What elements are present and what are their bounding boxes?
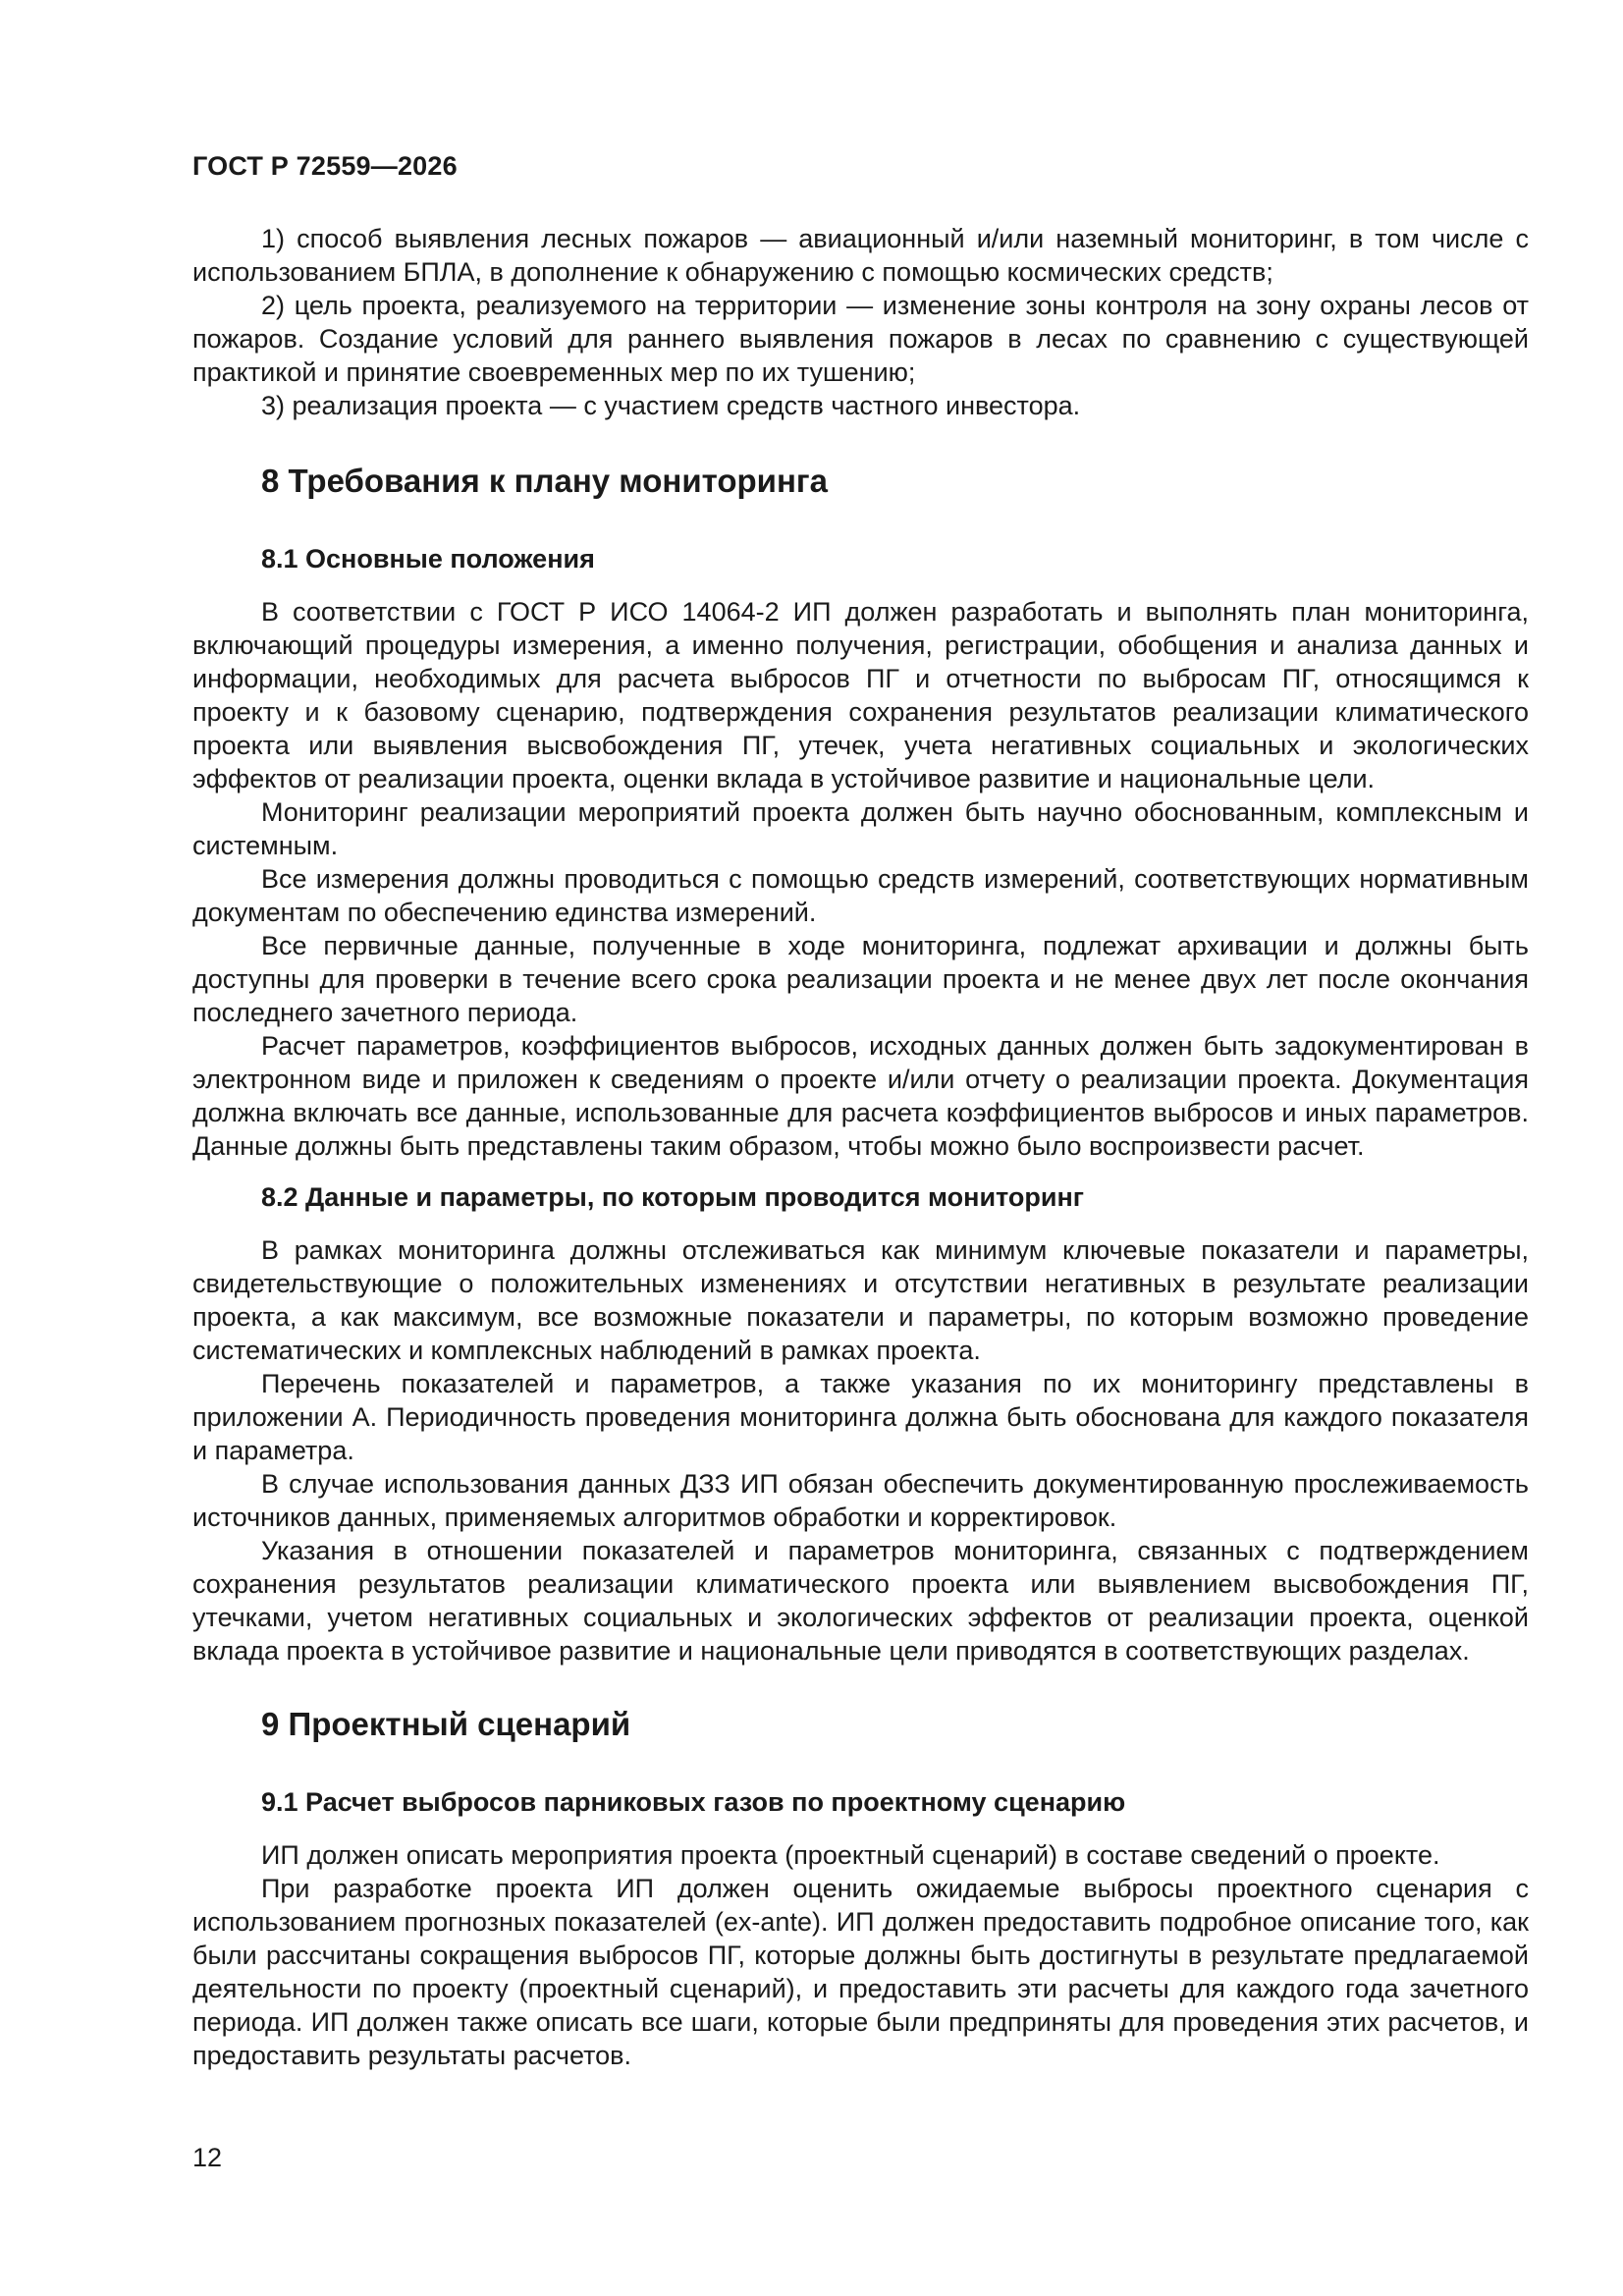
page-content (192, 222, 1529, 2072)
page-number: 12 (192, 2143, 223, 2172)
list-item: 2) цель проекта, реализуемого на территории — изменение зоны контроля на зону охраны лесов от пожаров. Создание условий для раннего выявления пожаров в лесах по сравнению с существующей практикой и принятие своевременных мер по их тушению; (192, 291, 1529, 387)
paragraph: Все первичные данные, полученные в ходе мониторинга, подлежат архивации и должны быть доступны для проверки в течение всего срока реализации проекта и не менее двух лет после окончания последнего зачетного периода. (192, 931, 1529, 1027)
section-8-2-heading: 8.2 Данные и параметры, по которым проводится мониторинг (261, 1182, 1085, 1212)
paragraph: Расчет параметров, коэффициентов выбросов, исходных данных должен быть задокументирован в электронном виде и приложен к сведениям о проекте и/или отчету о реализации проекта. Документация должна включать все данные, использованные для расчета коэффициентов выбросов и иных параметров. Данные должны быть представлены таким образом, чтобы можно было воспроизвести расчет. (192, 1031, 1529, 1161)
paragraph: ИП должен описать мероприятия проекта (проектный сценарий) в составе сведений о проекте. (261, 1840, 1440, 1870)
list-item: 3) реализация проекта — с участием средств частного инвестора. (261, 391, 1081, 420)
criteria-list (192, 222, 1529, 422)
document-page (192, 0, 1529, 2296)
paragraph: В рамках мониторинга должны отслеживаться как минимум ключевые показатели и параметры, свидетельствующие о положительных изменениях и отсутствии негативных в результате реализации проекта, а как максимум, все возможные показатели и параметры, по которым возможно проведение систематических и комплексных наблюдений в рамках проекта. (192, 1235, 1529, 1365)
paragraph: Мониторинг реализации мероприятий проекта должен быть научно обоснованным, комплексным и системным. (192, 797, 1529, 860)
paragraph: Все измерения должны проводиться с помощью средств измерений, соответствующих нормативным документам по обеспечению единства измерений. (192, 864, 1529, 927)
paragraph: Перечень показателей и параметров, а также указания по их мониторингу представлены в приложении А. Периодичность проведения мониторинга должна быть обоснована для каждого показателя и параметра. (192, 1369, 1529, 1465)
section-8-heading: 8 Требования к плану мониторинга (261, 463, 828, 499)
paragraph: Указания в отношении показателей и параметров мониторинга, связанных с подтверждением сохранения результатов реализации климатического проекта или выявлением высвобождения ПГ, утечками, учетом негативных социальных и экологических эффектов от реализации проекта, оценкой вклада проекта в устойчивое развитие и национальные цели приводятся в соответствующих разделах. (192, 1536, 1529, 1666)
list-item: 1) способ выявления лесных пожаров — авиационный и/или наземный мониторинг, в том числе с использованием БПЛА, в дополнение к обнаружению с помощью космических средств; (192, 224, 1529, 287)
paragraph: При разработке проекта ИП должен оценить ожидаемые выбросы проектного сценария с использованием прогнозных показателей (ex-ante). ИП должен предоставить подробное описание того, как были рассчитаны сокращения выбросов ПГ, которые должны быть достигнуты в результате предлагаемой деятельности по проекту (проектный сценарий), и предоставить эти расчеты для каждого года зачетного периода. ИП должен также описать все шаги, которые были предприняты для проведения этих расчетов, и предоставить результаты расчетов. (192, 1874, 1529, 2070)
section-9-heading: 9 Проектный сценарий (261, 1706, 631, 1742)
document-code: ГОСТ Р 72559—2026 (192, 151, 458, 181)
section-8-1-heading: 8.1 Основные положения (261, 544, 595, 574)
paragraph: В соответствии с ГОСТ Р ИСО 14064-2 ИП должен разработать и выполнять план мониторинга, включающий процедуры измерения, а именно получения, регистрации, обобщения и анализа данных и информации, необходимых для расчета выбросов ПГ и отчетности по выбросам ПГ, относящимся к проекту и к базовому сценарию, подтверждения сохранения результатов реализации климатического проекта или выявления высвобождения ПГ, утечек, учета негативных социальных и экологических эффектов от реализации проекта, оценки вклада в устойчивое развитие и национальные цели. (192, 597, 1529, 793)
section-9-1-heading: 9.1 Расчет выбросов парниковых газов по проектному сценарию (261, 1787, 1126, 1817)
paragraph: В случае использования данных ДЗЗ ИП обязан обеспечить документированную прослеживаемость источников данных, применяемых алгоритмов обработки и корректировок. (192, 1469, 1529, 1532)
